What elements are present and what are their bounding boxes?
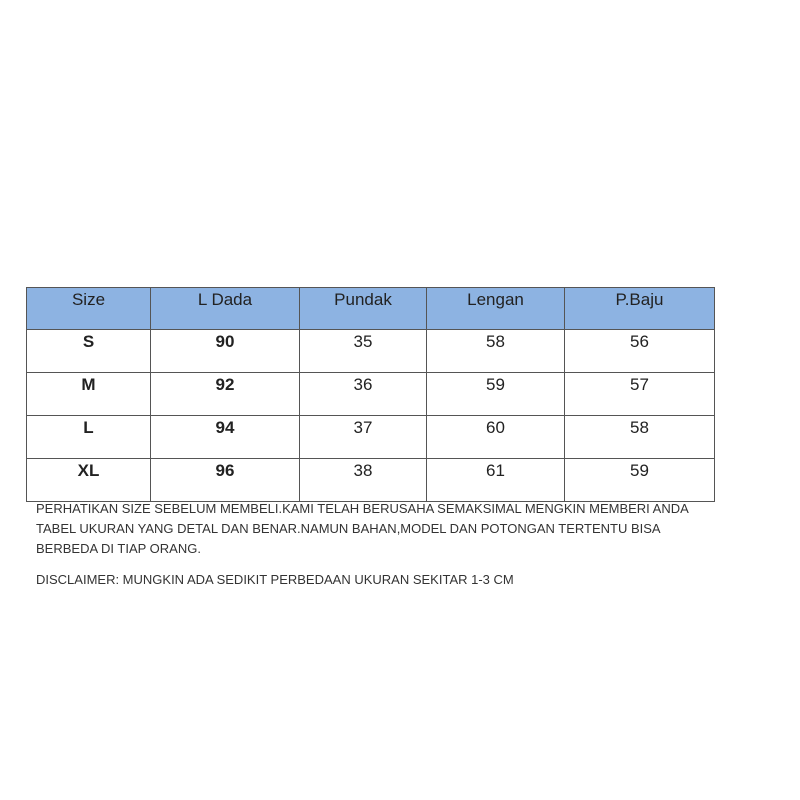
header-pundak: Pundak bbox=[300, 288, 427, 330]
cell-lengan: 59 bbox=[427, 373, 565, 416]
header-panjang-baju: P.Baju bbox=[565, 288, 715, 330]
header-row bbox=[27, 288, 715, 330]
cell-lebar-dada: 90 bbox=[151, 330, 300, 373]
table-body bbox=[27, 330, 715, 502]
note-line-1: PERHATIKAN SIZE SEBELUM MEMBELI.KAMI TELAH BERUSAHA SEMAKSIMAL MENGKIN MEMBERI ANDA bbox=[36, 501, 689, 516]
table-header bbox=[27, 288, 715, 330]
header-lebar-dada: L Dada bbox=[151, 288, 300, 330]
cell-panjang-baju: 56 bbox=[565, 330, 715, 373]
cell-panjang-baju: 59 bbox=[565, 459, 715, 502]
cell-size: M bbox=[27, 373, 151, 416]
table-row bbox=[27, 373, 715, 416]
note-line-2: TABEL UKURAN YANG DETAL DAN BENAR.NAMUN BAHAN,MODEL DAN POTONGAN TERTENTU BISA bbox=[36, 521, 661, 536]
table-row bbox=[27, 330, 715, 373]
cell-lebar-dada: 92 bbox=[151, 373, 300, 416]
cell-size: S bbox=[27, 330, 151, 373]
table-row bbox=[27, 416, 715, 459]
table-row bbox=[27, 459, 715, 502]
cell-size: XL bbox=[27, 459, 151, 502]
cell-pundak: 37 bbox=[300, 416, 427, 459]
header-size: Size bbox=[27, 288, 151, 330]
size-chart-table bbox=[26, 287, 715, 502]
cell-pundak: 38 bbox=[300, 459, 427, 502]
cell-lebar-dada: 96 bbox=[151, 459, 300, 502]
cell-pundak: 36 bbox=[300, 373, 427, 416]
cell-panjang-baju: 57 bbox=[565, 373, 715, 416]
header-lengan: Lengan bbox=[427, 288, 565, 330]
cell-lengan: 60 bbox=[427, 416, 565, 459]
disclaimer-text: DISCLAIMER: MUNGKIN ADA SEDIKIT PERBEDAAN UKURAN SEKITAR 1-3 CM bbox=[36, 572, 514, 587]
cell-panjang-baju: 58 bbox=[565, 416, 715, 459]
cell-lengan: 61 bbox=[427, 459, 565, 502]
cell-pundak: 35 bbox=[300, 330, 427, 373]
cell-size: L bbox=[27, 416, 151, 459]
cell-lebar-dada: 94 bbox=[151, 416, 300, 459]
cell-lengan: 58 bbox=[427, 330, 565, 373]
note-line-3: BERBEDA DI TIAP ORANG. bbox=[36, 541, 201, 556]
size-notes bbox=[36, 499, 756, 590]
